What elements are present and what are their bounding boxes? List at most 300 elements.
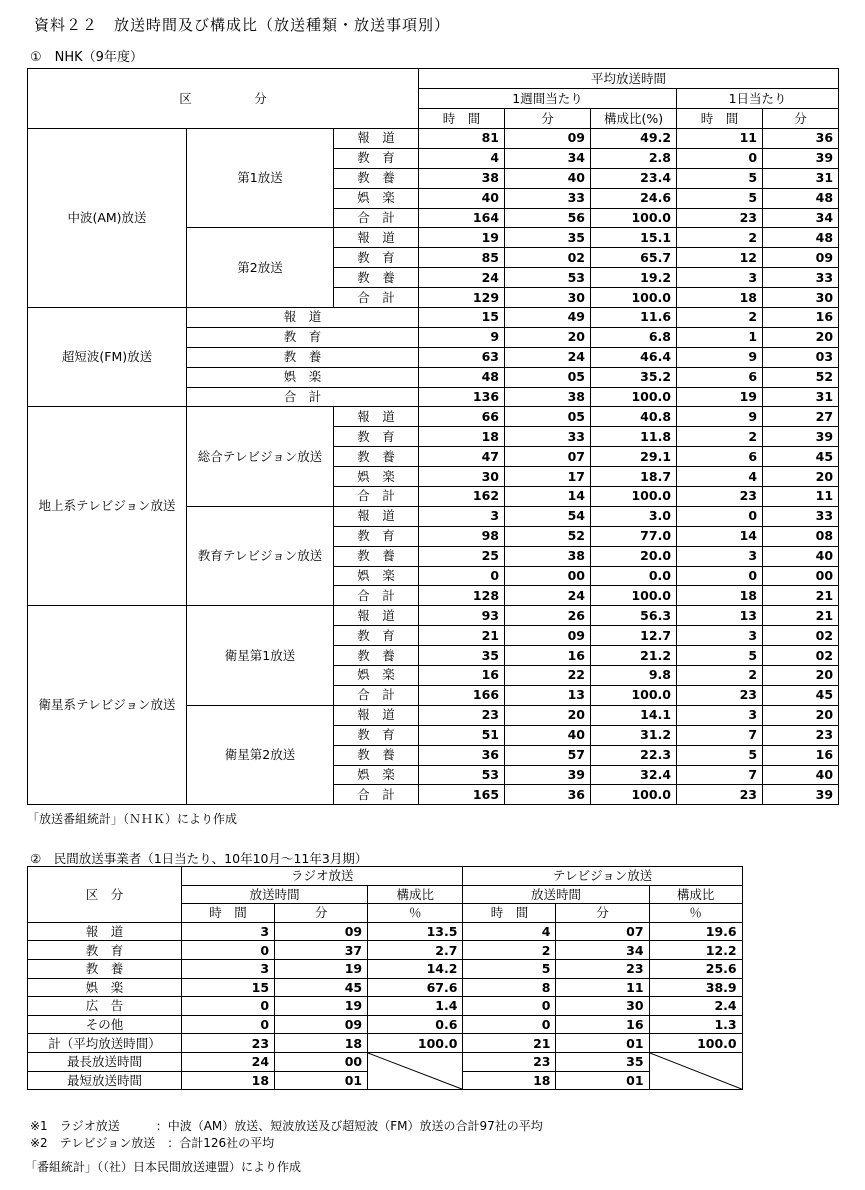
row-label: 最短放送時間 (28, 1071, 182, 1090)
value-cell: 09 (763, 248, 839, 268)
value-cell: 38 (419, 168, 505, 188)
category-label: 合 計 (334, 586, 419, 606)
value-cell: 100.0 (591, 785, 677, 805)
nhk-table (27, 68, 839, 805)
value-cell: 52 (763, 367, 839, 387)
value-cell: 15.1 (591, 228, 677, 248)
row-label: 計（平均放送時間） (28, 1034, 182, 1053)
value-cell: 14.2 (368, 959, 463, 978)
ratio-header: 構成比 (368, 885, 463, 904)
value-cell: 48 (763, 228, 839, 248)
hours-header: 時 間 (182, 904, 275, 923)
value-cell: 0 (419, 566, 505, 586)
value-cell: 4 (677, 467, 763, 487)
value-cell: 19.6 (649, 922, 742, 941)
value-cell: 09 (275, 922, 368, 941)
value-cell: 30 (419, 467, 505, 487)
value-cell: 20 (763, 666, 839, 686)
value-cell: 23 (419, 705, 505, 725)
division-header: 区 分 (28, 867, 182, 923)
category-label: 報 道 (334, 506, 419, 526)
category-label: 教 育 (334, 427, 419, 447)
value-cell: 56 (505, 208, 591, 228)
value-cell: 100.0 (591, 387, 677, 407)
value-cell: 100.0 (368, 1034, 463, 1053)
row-label: 最長放送時間 (28, 1052, 182, 1071)
value-cell: 9 (677, 407, 763, 427)
value-cell: 93 (419, 606, 505, 626)
category-label: 教 育 (334, 725, 419, 745)
value-cell: 0 (677, 566, 763, 586)
value-cell: 24 (182, 1052, 275, 1071)
value-cell: 23 (763, 725, 839, 745)
value-cell: 5 (677, 646, 763, 666)
group-label: 衛星系テレビジョン放送 (28, 606, 187, 805)
private-source: 「番組統計」（（社）日本民間放送連盟）により作成 (25, 1160, 302, 1174)
table-row (28, 941, 838, 960)
value-cell: 25.6 (649, 959, 742, 978)
value-cell: 66 (419, 407, 505, 427)
category-label: 教 育 (334, 626, 419, 646)
footnote-tv: ※2 テレビジョン放送 ：合計126社の平均 (30, 1136, 275, 1150)
value-cell: 36 (419, 745, 505, 765)
category-label: 報 道 (334, 129, 419, 149)
value-cell: 8 (463, 978, 556, 997)
value-cell: 23 (677, 685, 763, 705)
value-cell: 1.3 (649, 1015, 742, 1034)
value-cell: 11 (763, 487, 839, 507)
value-cell: 0 (182, 1015, 275, 1034)
value-cell: 16 (763, 745, 839, 765)
category-label: 娯 楽 (334, 188, 419, 208)
value-cell: 48 (419, 367, 505, 387)
value-cell: 3.0 (591, 506, 677, 526)
document-title: 資料２２ 放送時間及び構成比（放送種類・放送事項別） (34, 16, 451, 34)
value-cell: 40.8 (591, 407, 677, 427)
value-cell: 23 (677, 487, 763, 507)
table-row (28, 1052, 838, 1071)
value-cell: 100.0 (649, 1034, 742, 1053)
header-row (28, 69, 839, 89)
value-cell: 3 (677, 705, 763, 725)
value-cell: 35 (419, 646, 505, 666)
value-cell: 27 (763, 407, 839, 427)
value-cell: 23 (677, 785, 763, 805)
value-cell: 16 (763, 308, 839, 328)
value-cell: 0 (677, 148, 763, 168)
value-cell: 0 (182, 997, 275, 1016)
value-cell: 36 (763, 129, 839, 149)
value-cell: 46.4 (591, 347, 677, 367)
section-nhk-heading: ① NHK（9年度） (30, 50, 143, 65)
nhk-source: 「放送番組統計」（ＮＨＫ）により作成 (27, 812, 238, 826)
value-cell: 2 (677, 228, 763, 248)
tv-header: テレビジョン放送 (463, 867, 742, 886)
value-cell: 2.7 (368, 941, 463, 960)
value-cell: 39 (763, 148, 839, 168)
value-cell: 40 (419, 188, 505, 208)
value-cell: 3 (677, 626, 763, 646)
value-cell: 05 (505, 367, 591, 387)
value-cell: 35 (505, 228, 591, 248)
category-label: 教 養 (334, 546, 419, 566)
value-cell: 20 (763, 705, 839, 725)
category-label: 報 道 (334, 228, 419, 248)
value-cell: 5 (677, 168, 763, 188)
category-label: 合 計 (187, 387, 419, 407)
value-cell: 45 (275, 978, 368, 997)
value-cell: 166 (419, 685, 505, 705)
value-cell: 23 (463, 1052, 556, 1071)
value-cell: 2 (677, 666, 763, 686)
value-cell: 18 (419, 427, 505, 447)
value-cell: 14 (505, 487, 591, 507)
value-cell: 21 (463, 1034, 556, 1053)
value-cell: 00 (275, 1052, 368, 1071)
category-label: 報 道 (334, 407, 419, 427)
value-cell: 07 (556, 922, 649, 941)
value-cell: 3 (677, 268, 763, 288)
value-cell: 19 (677, 387, 763, 407)
value-cell: 5 (677, 745, 763, 765)
value-cell: 18.7 (591, 467, 677, 487)
subgroup-label: 衛星第2放送 (187, 705, 334, 804)
category-label: 娯 楽 (334, 566, 419, 586)
value-cell: 19 (275, 959, 368, 978)
value-cell: 3 (419, 506, 505, 526)
value-cell: 01 (275, 1071, 368, 1090)
value-cell: 0 (182, 941, 275, 960)
value-cell: 11.8 (591, 427, 677, 447)
table-row (28, 978, 838, 997)
value-cell: 7 (677, 765, 763, 785)
table-row (28, 606, 839, 626)
value-cell: 3 (182, 922, 275, 941)
value-cell: 18 (677, 288, 763, 308)
category-label: 娯 楽 (334, 765, 419, 785)
row-label: 広 告 (28, 997, 182, 1016)
group-label: 中波(AM)放送 (28, 129, 187, 308)
value-cell: 00 (763, 566, 839, 586)
value-cell: 23.4 (591, 168, 677, 188)
value-cell: 24 (505, 347, 591, 367)
subgroup-label: 総合テレビジョン放送 (187, 407, 334, 506)
value-cell: 02 (505, 248, 591, 268)
value-cell: 17 (505, 467, 591, 487)
value-cell: 11 (677, 129, 763, 149)
value-cell: 39 (763, 785, 839, 805)
table-row (28, 922, 838, 941)
category-label: 娯 楽 (334, 666, 419, 686)
value-cell: 26 (505, 606, 591, 626)
value-cell: 2 (677, 427, 763, 447)
category-label: 教 養 (334, 168, 419, 188)
value-cell: 02 (763, 626, 839, 646)
footnote-radio: ※1 ラジオ放送 ：中波（AM）放送、短波放送及び超短波（FM）放送の合計97社の平均 (30, 1119, 543, 1133)
value-cell: 09 (275, 1015, 368, 1034)
value-cell: 33 (505, 427, 591, 447)
value-cell: 32.4 (591, 765, 677, 785)
value-cell: 24 (505, 586, 591, 606)
value-cell: 11.6 (591, 308, 677, 328)
value-cell: 03 (763, 347, 839, 367)
value-cell: 165 (419, 785, 505, 805)
ratio-header: 構成比 (649, 885, 742, 904)
value-cell: 45 (763, 685, 839, 705)
value-cell: 100.0 (591, 288, 677, 308)
value-cell: 05 (505, 407, 591, 427)
category-label: 報 道 (334, 606, 419, 626)
value-cell: 07 (505, 447, 591, 467)
value-cell: 33 (505, 188, 591, 208)
value-cell: 25 (419, 546, 505, 566)
value-cell: 20 (763, 467, 839, 487)
row-label: 娯 楽 (28, 978, 182, 997)
category-label: 合 計 (334, 685, 419, 705)
value-cell: 30 (556, 997, 649, 1016)
value-cell: 53 (419, 765, 505, 785)
row-label: その他 (28, 1015, 182, 1034)
value-cell: 18 (677, 586, 763, 606)
group-label: 超短波(FM)放送 (28, 308, 187, 407)
value-cell: 00 (505, 566, 591, 586)
value-cell: 36 (505, 785, 591, 805)
value-cell: 12.2 (649, 941, 742, 960)
value-cell: 34 (556, 941, 649, 960)
value-cell: 13 (505, 685, 591, 705)
category-label: 合 計 (334, 785, 419, 805)
category-label: 合 計 (334, 487, 419, 507)
value-cell: 16 (556, 1015, 649, 1034)
category-label: 教 育 (334, 148, 419, 168)
value-cell: 19.2 (591, 268, 677, 288)
minutes-header: 分 (556, 904, 649, 923)
private-table (27, 866, 838, 1090)
value-cell: 31 (763, 387, 839, 407)
value-cell: 98 (419, 526, 505, 546)
radio-header: ラジオ放送 (182, 867, 463, 886)
table-row (28, 1015, 838, 1034)
value-cell: 20 (763, 327, 839, 347)
value-cell: 6.8 (591, 327, 677, 347)
weekly-header: 1週間当たり (419, 89, 677, 109)
value-cell: 47 (419, 447, 505, 467)
division-header: 区 分 (28, 69, 419, 129)
value-cell: 81 (419, 129, 505, 149)
subgroup-label: 第1放送 (187, 129, 334, 228)
value-cell: 22.3 (591, 745, 677, 765)
value-cell: 35 (556, 1052, 649, 1071)
value-cell: 40 (505, 725, 591, 745)
table-row (28, 407, 839, 427)
value-cell: 38.9 (649, 978, 742, 997)
value-cell: 3 (182, 959, 275, 978)
value-cell: 57 (505, 745, 591, 765)
value-cell: 15 (419, 308, 505, 328)
value-cell: 12 (677, 248, 763, 268)
value-cell: 128 (419, 586, 505, 606)
value-cell: 09 (505, 626, 591, 646)
subgroup-label: 衛星第1放送 (187, 606, 334, 705)
value-cell: 49 (505, 308, 591, 328)
category-label: 教 養 (334, 745, 419, 765)
value-cell: 15 (182, 978, 275, 997)
avg-airtime-header: 平均放送時間 (419, 69, 839, 89)
value-cell: 53 (505, 268, 591, 288)
value-cell: 1 (677, 327, 763, 347)
value-cell: 0.0 (591, 566, 677, 586)
value-cell: 4 (419, 148, 505, 168)
value-cell: 100.0 (591, 208, 677, 228)
value-cell: 0 (463, 997, 556, 1016)
value-cell: 20 (505, 327, 591, 347)
percent-header: ％ (368, 904, 463, 923)
airtime-header: 放送時間 (182, 885, 368, 904)
row-label: 教 養 (28, 959, 182, 978)
category-label: 教 育 (334, 526, 419, 546)
value-cell: 34 (763, 208, 839, 228)
value-cell: 3 (677, 546, 763, 566)
category-label: 娯 楽 (334, 467, 419, 487)
category-label: 合 計 (334, 288, 419, 308)
value-cell: 31 (763, 168, 839, 188)
airtime-header: 放送時間 (463, 885, 649, 904)
ratio-header: 構成比(%) (591, 109, 677, 129)
value-cell: 12.7 (591, 626, 677, 646)
value-cell: 30 (505, 288, 591, 308)
value-cell: 67.6 (368, 978, 463, 997)
value-cell: 33 (763, 268, 839, 288)
category-label: 教 養 (187, 347, 419, 367)
value-cell: 39 (763, 427, 839, 447)
value-cell: 23 (556, 959, 649, 978)
value-cell: 38 (505, 546, 591, 566)
value-cell: 20 (505, 705, 591, 725)
value-cell: 100.0 (591, 685, 677, 705)
value-cell: 22 (505, 666, 591, 686)
value-cell: 9 (677, 347, 763, 367)
group-label: 地上系テレビジョン放送 (28, 407, 187, 606)
minutes-header: 分 (763, 109, 839, 129)
subgroup-label: 教育テレビジョン放送 (187, 506, 334, 605)
value-cell: 30 (763, 288, 839, 308)
value-cell: 35.2 (591, 367, 677, 387)
percent-header: ％ (649, 904, 742, 923)
value-cell: 6 (677, 367, 763, 387)
value-cell: 100.0 (591, 586, 677, 606)
table-row (28, 129, 839, 149)
value-cell: 37 (275, 941, 368, 960)
value-cell: 19 (419, 228, 505, 248)
value-cell: 2.8 (591, 148, 677, 168)
value-cell: 09 (505, 129, 591, 149)
category-label: 教 養 (334, 646, 419, 666)
value-cell: 21 (763, 586, 839, 606)
category-label: 教 養 (334, 447, 419, 467)
table-row (28, 997, 838, 1016)
value-cell: 85 (419, 248, 505, 268)
value-cell: 2 (463, 941, 556, 960)
category-label: 教 育 (334, 248, 419, 268)
value-cell: 40 (763, 765, 839, 785)
daily-header: 1日当たり (677, 89, 839, 109)
section-private-heading: ② 民間放送事業者（1日当たり、10年10月～11年3月期） (30, 851, 368, 866)
value-cell: 21 (763, 606, 839, 626)
value-cell: 6 (677, 447, 763, 467)
value-cell: 11 (556, 978, 649, 997)
value-cell: 0 (463, 1015, 556, 1034)
hours-header: 時 間 (419, 109, 505, 129)
value-cell: 16 (419, 666, 505, 686)
category-label: 報 道 (334, 705, 419, 725)
row-label: 報 道 (28, 922, 182, 941)
value-cell: 13 (677, 606, 763, 626)
value-cell: 0 (677, 506, 763, 526)
value-cell: 24.6 (591, 188, 677, 208)
value-cell: 01 (556, 1034, 649, 1053)
value-cell: 21.2 (591, 646, 677, 666)
value-cell: 54 (505, 506, 591, 526)
value-cell: 40 (763, 546, 839, 566)
category-label: 教 養 (334, 268, 419, 288)
category-label: 娯 楽 (187, 367, 419, 387)
empty-diagonal-cell (368, 1052, 463, 1089)
value-cell: 48 (763, 188, 839, 208)
value-cell: 08 (763, 526, 839, 546)
value-cell: 02 (763, 646, 839, 666)
table-row (28, 1034, 838, 1053)
value-cell: 21 (419, 626, 505, 646)
value-cell: 9 (419, 327, 505, 347)
value-cell: 129 (419, 288, 505, 308)
value-cell: 0.6 (368, 1015, 463, 1034)
value-cell: 100.0 (591, 487, 677, 507)
value-cell: 13.5 (368, 922, 463, 941)
value-cell: 18 (463, 1071, 556, 1090)
value-cell: 18 (275, 1034, 368, 1053)
value-cell: 136 (419, 387, 505, 407)
value-cell: 49.2 (591, 129, 677, 149)
value-cell: 45 (763, 447, 839, 467)
minutes-header: 分 (275, 904, 368, 923)
value-cell: 34 (505, 148, 591, 168)
value-cell: 5 (463, 959, 556, 978)
value-cell: 7 (677, 725, 763, 745)
category-label: 合 計 (334, 208, 419, 228)
value-cell: 2.4 (649, 997, 742, 1016)
value-cell: 77.0 (591, 526, 677, 546)
value-cell: 23 (182, 1034, 275, 1053)
value-cell: 1.4 (368, 997, 463, 1016)
value-cell: 2 (677, 308, 763, 328)
subgroup-label: 第2放送 (187, 228, 334, 308)
hours-header: 時 間 (463, 904, 556, 923)
value-cell: 16 (505, 646, 591, 666)
value-cell: 33 (763, 506, 839, 526)
value-cell: 4 (463, 922, 556, 941)
value-cell: 01 (556, 1071, 649, 1090)
value-cell: 23 (677, 208, 763, 228)
empty-diagonal-cell (649, 1052, 742, 1089)
minutes-header: 分 (505, 109, 591, 129)
category-label: 教 育 (187, 327, 419, 347)
value-cell: 56.3 (591, 606, 677, 626)
value-cell: 9.8 (591, 666, 677, 686)
value-cell: 164 (419, 208, 505, 228)
value-cell: 40 (505, 168, 591, 188)
category-label: 報 道 (187, 308, 419, 328)
value-cell: 63 (419, 347, 505, 367)
